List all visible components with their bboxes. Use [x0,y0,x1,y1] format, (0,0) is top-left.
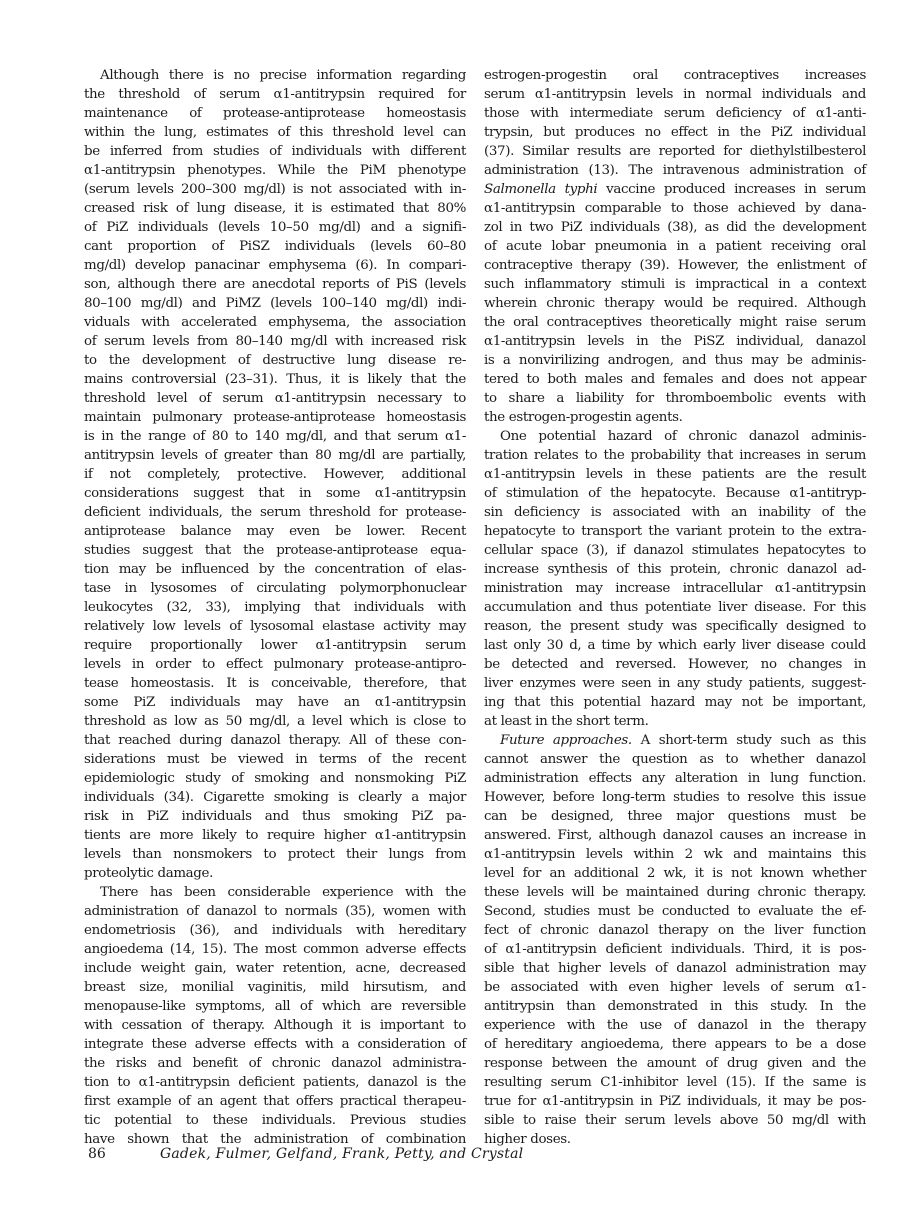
text-line: the oral contraceptives theoretically might raise serum [484,315,866,330]
text-line: trypsin, but produces no effect in the PiZ individual [484,125,866,140]
text-line: tease homeostasis. It is conceivable, therefore, that [84,676,466,691]
text-line: of serum levels from 80–140 mg/dl with increased risk [84,334,466,349]
text-line: is in the range of 80 to 140 mg/dl, and that serum α1- [84,429,466,444]
text-line: menopause-like symptoms, all of which are reversible [84,999,466,1014]
text-line: answered. First, although danazol causes an increase in [484,828,866,843]
text-line: last only 30 d, a time by which early liver disease could [484,638,866,653]
text-line: of stimulation of the hepatocyte. Because α1-antitryp- [484,486,866,501]
text-line: to the development of destructive lung disease re- [84,353,466,368]
text-line: integrate these adverse effects with a consideration of [84,1037,466,1052]
text-line: son, although there are anecdotal reports of PiS (levels [84,277,466,292]
text-line: ministration may increase intracellular α1-antitrypsin [484,581,866,596]
text-line: α1-antitrypsin levels in the PiSZ individual, danazol [484,334,866,349]
text-line: Although there is no precise information regarding [100,68,466,83]
text-line: have shown that the administration of combination [84,1132,466,1147]
text-line: true for α1-antitrypsin in PiZ individuals, it may be pos- [484,1094,866,1109]
text-line: the threshold of serum α1-antitrypsin required for [84,87,466,102]
text-line: some PiZ individuals may have an α1-antitrypsin [84,695,466,710]
text-line: deficient individuals, the serum threshold for protease- [84,505,466,520]
text-line: One potential hazard of chronic danazol adminis- [500,429,866,444]
text-line: estrogen-progestin oral contraceptives increases [484,68,866,83]
text-line: be associated with even higher levels of serum α1- [484,980,866,995]
text-line: α1-antitrypsin levels in these patients are the result [484,467,866,482]
text-line: α1-antitrypsin comparable to those achieved by dana- [484,201,866,216]
running-footer-authors: Gadek, Fulmer, Gelfand, Frank, Petty, and Crystal [160,1146,524,1162]
text-line: is a nonvirilizing androgen, and thus may be adminis- [484,353,866,368]
text-line: cellular space (3), if danazol stimulates hepatocytes to [484,543,866,558]
text-line: include weight gain, water retention, acne, decreased [84,961,466,976]
text-line: risk in PiZ individuals and thus smoking PiZ pa- [84,809,466,824]
italic-phrase: Future approaches. [500,733,632,748]
text-line: antitrypsin levels of greater than 80 mg/dl are partially, [84,448,466,463]
text-line: to share a liability for thromboembolic events with [484,391,866,406]
text-line: creased risk of lung disease, it is estimated that 80% [84,201,466,216]
text-line: sible that higher levels of danazol administration may [484,961,866,976]
text-line: reason, the present study was specifically designed to [484,619,866,634]
text-line: considerations suggest that in some α1-antitrypsin [84,486,466,501]
text-line: antiprotease balance may even be lower. Recent [84,524,466,539]
text-line: proteolytic damage. [84,866,214,881]
text-line: ing that this potential hazard may not be important, [484,695,866,710]
text-line: levels than nonsmokers to protect their lungs from [84,847,466,862]
text-line [484,180,866,199]
text-line: administration of danazol to normals (35), women with [84,904,466,919]
text-line: wherein chronic therapy would be required. Although [484,296,866,311]
text-line: hepatocyte to transport the variant protein to the extra- [484,524,866,539]
text-line: threshold level of serum α1-antitrypsin necessary to [84,391,466,406]
text-line: tered to both males and females and does not appear [484,372,866,387]
text-line: epidemiologic study of smoking and nonsmoking PiZ [84,771,466,786]
text-line: serum α1-antitrypsin levels in normal individuals and [484,87,866,102]
text-line: tase in lysosomes of circulating polymorphonuclear [84,581,466,596]
text-line: levels in order to effect pulmonary protease-antipro- [84,657,466,672]
text-line: maintenance of protease-antiprotease homeostasis [84,106,466,121]
text-line: be inferred from studies of individuals with different [84,144,466,159]
text-line: such inflammatory stimuli is impractical in a context [484,277,866,292]
text-line: 80–100 mg/dl) and PiMZ (levels 100–140 mg/dl) indi- [84,296,466,311]
text-line: of α1-antitrypsin deficient individuals. Third, it is pos- [484,942,866,957]
text-line: There has been considerable experience with the [100,885,466,900]
text-line: tients are more likely to require higher α1-antitrypsin [84,828,466,843]
text-line: leukocytes (32, 33), implying that individuals with [84,600,466,615]
text-line: endometriosis (36), and individuals with hereditary [84,923,466,938]
text-line: if not completely, protective. However, additional [84,467,466,482]
text-line: administration effects any alteration in lung function. [484,771,866,786]
text-line: resulting serum C1-inhibitor level (15). If the same is [484,1075,866,1090]
text-line: higher doses. [484,1132,571,1147]
text-line: tion may be influenced by the concentration of elas- [84,562,466,577]
text-line: of hereditary angioedema, there appears to be a dose [484,1037,866,1052]
text-line: response between the amount of drug given and the [484,1056,866,1071]
text-line: However, before long-term studies to resolve this issue [484,790,866,805]
text-line: mg/dl) develop panacinar emphysema (6). In compari- [84,258,466,273]
right-text-column [484,66,866,1149]
text-line: that reached during danazol therapy. All of these con- [84,733,466,748]
text-line: cant proportion of PiSZ individuals (levels 60–80 [84,239,466,254]
text-line: relatively low levels of lysosomal elastase activity may [84,619,466,634]
text-line: α1-antitrypsin levels within 2 wk and maintains this [484,847,866,862]
text-line: (37). Similar results are reported for diethylstilbesterol [484,144,866,159]
text-line: antitrypsin than demonstrated in this study. In the [484,999,866,1014]
text-line: Second, studies must be conducted to evaluate the ef- [484,904,866,919]
text-line: experience with the use of danazol in the therapy [484,1018,866,1033]
text-line: tic potential to these individuals. Previous studies [84,1113,466,1128]
text-line: angioedema (14, 15). The most common adverse effects [84,942,466,957]
text-line: require proportionally lower α1-antitrypsin serum [84,638,466,653]
text-line: siderations must be viewed in terms of the recent [84,752,466,767]
text-line: fect of chronic danazol therapy on the liver function [484,923,866,938]
text-line: these levels will be maintained during chronic therapy. [484,885,866,900]
left-text-column [84,66,466,1149]
text-line: first example of an agent that offers practical therapeu- [84,1094,466,1109]
text-line: at least in the short term. [484,714,649,729]
text-line: the estrogen-progestin agents. [484,410,683,425]
text-line: viduals with accelerated emphysema, the association [84,315,466,330]
text-line: can be designed, three major questions must be [484,809,866,824]
text-line: with cessation of therapy. Although it is important to [84,1018,466,1033]
text-line: individuals (34). Cigarette smoking is clearly a major [84,790,466,805]
text-line: sin deficiency is associated with an inability of the [484,505,866,520]
text-line: (serum levels 200–300 mg/dl) is not associated with in- [84,182,466,197]
text-run: vaccine produced increases in serum [597,182,866,197]
text-line: administration (13). The intravenous administration of [484,163,866,178]
text-line: accumulation and thus potentiate liver disease. For this [484,600,866,615]
text-line: tration relates to the probability that increases in serum [484,448,866,463]
text-line: breast size, monilial vaginitis, mild hirsutism, and [84,980,466,995]
text-line: maintain pulmonary protease-antiprotease homeostasis [84,410,466,425]
text-line: level for an additional 2 wk, it is not known whether [484,866,866,881]
text-line: those with intermediate serum deficiency of α1-anti- [484,106,866,121]
text-run: A short-term study such as this [631,733,866,748]
text-line: of PiZ individuals (levels 10–50 mg/dl) and a signifi- [84,220,466,235]
text-line [484,731,866,750]
page-number: 86 [88,1146,106,1162]
text-line: α1-antitrypsin phenotypes. While the PiM phenotype [84,163,466,178]
text-line: sible to raise their serum levels above 50 mg/dl with [484,1113,866,1128]
text-line: zol in two PiZ individuals (38), as did the development [484,220,866,235]
italic-phrase: Salmonella typhi [484,182,598,197]
text-line: studies suggest that the protease-antiprotease equa- [84,543,466,558]
text-line: cannot answer the question as to whether danazol [484,752,866,767]
text-line: tion to α1-antitrypsin deficient patients, danazol is the [84,1075,466,1090]
text-line: threshold as low as 50 mg/dl, a level which is close to [84,714,466,729]
text-line: contraceptive therapy (39). However, the enlistment of [484,258,866,273]
text-line: mains controversial (23–31). Thus, it is likely that the [84,372,466,387]
text-line: be detected and reversed. However, no changes in [484,657,866,672]
text-line: of acute lobar pneumonia in a patient receiving oral [484,239,866,254]
text-line: liver enzymes were seen in any study patients, suggest- [484,676,866,691]
text-line: within the lung, estimates of this threshold level can [84,125,466,140]
text-line: increase synthesis of this protein, chronic danazol ad- [484,562,866,577]
text-line: the risks and benefit of chronic danazol administra- [84,1056,466,1071]
